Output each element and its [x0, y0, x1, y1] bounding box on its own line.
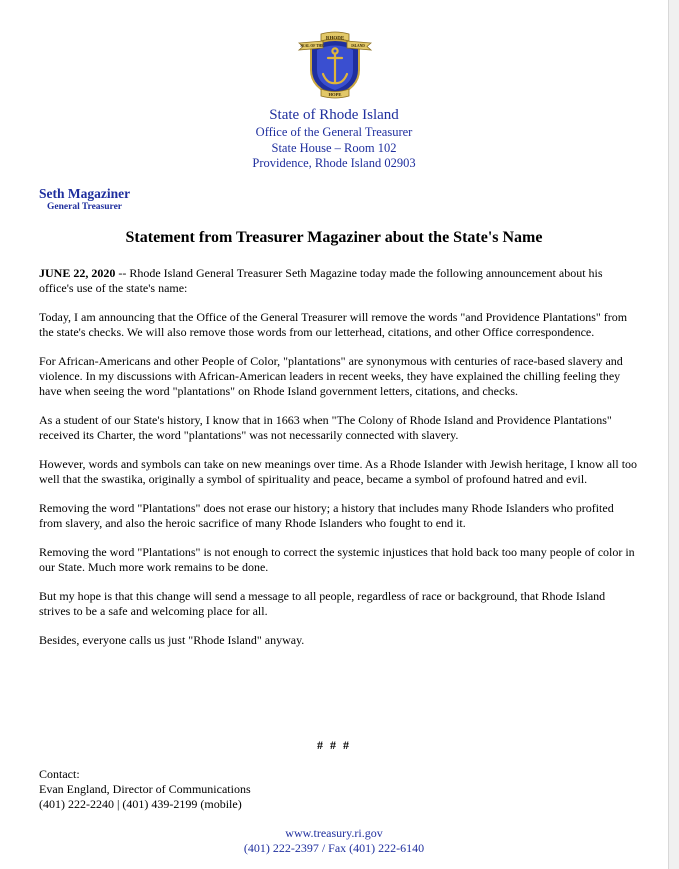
seal-ribbon-left-text: SEAL OF THE — [300, 44, 324, 49]
body-paragraph: But my hope is that this change will send a message to all people, regardless of race or background, that Rhode Island strives to be a safe and welcoming place for all. — [39, 589, 606, 618]
body-paragraph: Removing the word "Plantations" does not erase our history; a history that includes many Rhode Islanders who profited from slavery, and also the heroic sacrifice of many Rhode Islanders who fought to end it. — [39, 501, 614, 530]
footer-website[interactable]: www.treasury.ri.gov — [285, 826, 383, 840]
office-city: Providence, Rhode Island 02903 — [252, 156, 416, 170]
seal-bottom-text: HOPE — [328, 91, 342, 97]
dateline: JUNE 22, 2020 — [39, 266, 116, 280]
body-paragraph: Besides, everyone calls us just "Rhode Island" anyway. — [39, 633, 305, 647]
statement-body — [39, 266, 639, 662]
body-paragraph: Today, I am announcing that the Office of the General Treasurer will remove the words "and Providence Plantations" from the state's checks. We will also remove those words from our letterhead, citations, and other Office correspondence. — [39, 310, 628, 339]
letterhead — [0, 106, 668, 172]
intro-paragraph — [39, 266, 639, 296]
state-name: State of Rhode Island — [269, 107, 399, 123]
rhode-island-seal-icon — [297, 30, 373, 100]
office-building: State House – Room 102 — [271, 140, 397, 155]
vertical-scrollbar[interactable] — [668, 0, 679, 869]
footer — [0, 826, 668, 856]
end-mark: # # # — [317, 738, 351, 752]
treasurer-name: Seth Magaziner — [39, 186, 131, 201]
office-name: Office of the General Treasurer — [255, 125, 413, 139]
body-paragraph: Removing the word "Plantations" is not enough to correct the systemic injustices that hold back too many people of color in our State. Much more work remains to be done. — [39, 545, 635, 574]
contact-block — [39, 767, 251, 812]
contact-label: Contact: — [39, 767, 80, 781]
statement-headline: Statement from Treasurer Magaziner about the State's Name — [125, 229, 543, 246]
footer-phone-fax: (401) 222-2397 / Fax (401) 222-6140 — [243, 841, 425, 855]
seal-ribbon-right-text: ISLAND — [351, 44, 365, 49]
treasurer-title: General Treasurer — [47, 202, 123, 212]
contact-person: Evan England, Director of Communications — [39, 782, 251, 796]
body-paragraph: For African-Americans and other People of Color, "plantations" are synonymous with centuries of race-based slavery and violence. In my discussions with African-American leaders in recent weeks, they have explained the chilling feeling they have when seeing the word "plantations" on Rhode Island government letters, citations, and checks. — [39, 354, 623, 398]
body-paragraph: As a student of our State's history, I know that in 1663 when "The Colony of Rhode Island and Providence Plantations" received its Charter, the word "plantations" was not necessarily connected with slavery. — [39, 413, 612, 442]
seal-top-text: RHODE — [325, 36, 345, 42]
contact-phones: (401) 222-2240 | (401) 439-2199 (mobile) — [39, 797, 242, 811]
body-paragraph: However, words and symbols can take on new meanings over time. As a Rhode Islander with Jewish heritage, I know all too well that the swastika, originally a symbol of spirituality and peace, became a symbol of profound hatred and evil. — [39, 457, 638, 486]
intro-text: -- Rhode Island General Treasurer Seth Magazine today made the following announcement about his office's use of the state's name: — [39, 266, 603, 295]
